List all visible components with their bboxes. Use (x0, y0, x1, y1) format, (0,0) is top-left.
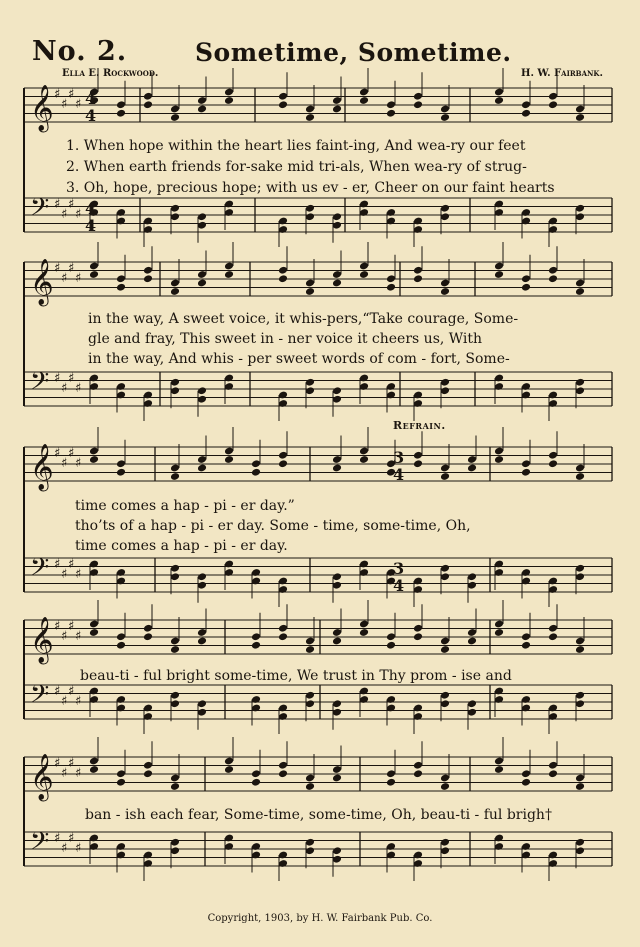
note-head (521, 109, 531, 118)
note-head (494, 628, 504, 637)
sharp-icon: ♯ (75, 694, 82, 709)
sharp-icon: ♯ (75, 841, 82, 856)
note-head (116, 641, 126, 650)
note-head (575, 287, 585, 296)
note-head (548, 632, 558, 641)
sharp-icon: ♯ (54, 831, 61, 846)
sharp-icon: ♯ (68, 831, 75, 846)
treble-clef-icon: 𝄞 (30, 85, 54, 131)
note-head (116, 283, 126, 292)
note-head (170, 287, 180, 296)
note-head (89, 765, 99, 774)
note-head (143, 274, 153, 283)
note-head (305, 113, 315, 122)
note-head (413, 100, 423, 109)
note-head (116, 468, 126, 477)
note-head (278, 459, 288, 468)
sharp-icon: ♯ (61, 766, 68, 781)
note-head (116, 109, 126, 118)
note-head (440, 645, 450, 654)
note-head (521, 283, 531, 292)
treble-clef-icon: 𝄞 (30, 617, 54, 663)
composer-credit: H. W. Fairbank. (521, 68, 603, 79)
sharp-icon: ♯ (61, 207, 68, 222)
note-head (359, 455, 369, 464)
note-head (386, 641, 396, 650)
note-head (278, 632, 288, 641)
lyric-line: 2. When earth friends for-sake mid tri-als, When wea-ry of strug- (66, 159, 527, 175)
note-head (251, 468, 261, 477)
note-head (386, 283, 396, 292)
lyric-line: in the way, And whis - per sweet words of com - fort, Some- (88, 351, 510, 367)
note-head (305, 287, 315, 296)
note-head (332, 105, 342, 114)
note-head (467, 637, 477, 646)
note-head (89, 628, 99, 637)
note-head (332, 774, 342, 783)
lyric-line: 3. Oh, hope, precious hope; with us ev - er, Cheer on our faint hearts (66, 180, 555, 196)
treble-clef-icon: 𝄞 (30, 444, 54, 490)
note-head (305, 782, 315, 791)
note-head (170, 113, 180, 122)
note-head (305, 645, 315, 654)
note-head (440, 113, 450, 122)
note-head (89, 270, 99, 279)
note-head (197, 637, 207, 646)
note-head (521, 641, 531, 650)
time-signature: 4 (85, 216, 97, 235)
note-head (332, 464, 342, 473)
time-signature: 4 (393, 465, 405, 484)
note-head (170, 645, 180, 654)
sharp-icon: ♯ (61, 97, 68, 112)
sharp-icon: ♯ (54, 619, 61, 634)
note-head (413, 632, 423, 641)
sharp-icon: ♯ (61, 456, 68, 471)
sharp-icon: ♯ (75, 271, 82, 286)
lyric-line: time comes a hap - pi - er day. (75, 538, 288, 554)
sharp-icon: ♯ (68, 446, 75, 461)
treble-clef-icon: 𝄞 (30, 259, 54, 305)
sharp-icon: ♯ (68, 87, 75, 102)
sharp-icon: ♯ (68, 756, 75, 771)
sharp-icon: ♯ (75, 456, 82, 471)
note-head (359, 96, 369, 105)
note-head (278, 769, 288, 778)
note-head (386, 109, 396, 118)
hymn-title: Sometime, Sometime. (195, 38, 512, 67)
note-head (494, 765, 504, 774)
note-head (521, 778, 531, 787)
note-head (548, 100, 558, 109)
sharp-icon: ♯ (61, 629, 68, 644)
time-signature: 3 (393, 559, 405, 578)
lyric-line: 1. When hope within the heart lies faint-ing, And wea-ry our feet (66, 138, 526, 154)
note-head (413, 459, 423, 468)
note-head (224, 765, 234, 774)
note-head (575, 782, 585, 791)
sharp-icon: ♯ (75, 381, 82, 396)
time-signature: 3 (393, 448, 405, 467)
lyric-line: in the way, A sweet voice, it whis-pers,“Take courage, Some- (88, 311, 519, 327)
lyric-line: gle and fray, This sweet in - ner voice it cheers us, With (88, 331, 483, 347)
sharp-icon: ♯ (54, 87, 61, 102)
note-head (332, 279, 342, 288)
bass-clef-icon: 𝄢 (30, 553, 50, 588)
note-head (197, 464, 207, 473)
sharp-icon: ♯ (68, 371, 75, 386)
sharp-icon: ♯ (54, 197, 61, 212)
note-head (440, 782, 450, 791)
bass-clef-icon: 𝄢 (30, 680, 50, 715)
sharp-icon: ♯ (61, 381, 68, 396)
sharp-icon: ♯ (75, 567, 82, 582)
note-head (494, 96, 504, 105)
sharp-icon: ♯ (54, 371, 61, 386)
lyricist-credit: Ella E. Rockwood. (62, 68, 159, 79)
hymn-number: No. 2. (32, 36, 128, 67)
note-head (440, 287, 450, 296)
note-head (170, 472, 180, 481)
sharp-icon: ♯ (61, 271, 68, 286)
bass-clef-icon: 𝄢 (30, 193, 50, 228)
note-head (467, 464, 477, 473)
note-head (251, 778, 261, 787)
sharp-icon: ♯ (68, 197, 75, 212)
note-head (521, 468, 531, 477)
note-head (143, 100, 153, 109)
note-head (494, 455, 504, 464)
sharp-icon: ♯ (54, 557, 61, 572)
note-head (251, 641, 261, 650)
note-head (224, 455, 234, 464)
sharp-icon: ♯ (54, 446, 61, 461)
time-signature: 4 (85, 89, 97, 108)
time-signature: 4 (85, 199, 97, 218)
sharp-icon: ♯ (68, 261, 75, 276)
treble-clef-icon: 𝄞 (30, 754, 54, 800)
sharp-icon: ♯ (75, 207, 82, 222)
note-head (575, 645, 585, 654)
note-head (143, 769, 153, 778)
sharp-icon: ♯ (61, 694, 68, 709)
lyric-line: ban - ish each fear, Some-time, some-time, Oh, beau-ti - ful brigh† (85, 807, 552, 823)
copyright-notice: Copyright, 1903, by H. W. Fairbank Pub. Co. (207, 913, 433, 924)
time-signature: 4 (85, 106, 97, 125)
lyric-line: tho’ts of a hap - pi - er day. Some - time, some-time, Oh, (75, 518, 471, 534)
time-signature: 4 (393, 576, 405, 595)
sharp-icon: ♯ (54, 684, 61, 699)
note-head (440, 472, 450, 481)
note-head (143, 632, 153, 641)
note-head (224, 270, 234, 279)
note-head (278, 274, 288, 283)
note-head (197, 279, 207, 288)
note-head (548, 769, 558, 778)
sharp-icon: ♯ (54, 756, 61, 771)
sharp-icon: ♯ (68, 557, 75, 572)
sharp-icon: ♯ (61, 567, 68, 582)
note-head (413, 274, 423, 283)
note-head (413, 769, 423, 778)
bass-clef-icon: 𝄢 (30, 367, 50, 402)
note-head (278, 100, 288, 109)
note-head (116, 778, 126, 787)
sharp-icon: ♯ (75, 629, 82, 644)
bass-clef-icon: 𝄢 (30, 827, 50, 862)
lyric-line: time comes a hap - pi - er day.” (75, 498, 295, 514)
sharp-icon: ♯ (61, 841, 68, 856)
sharp-icon: ♯ (68, 619, 75, 634)
note-head (332, 637, 342, 646)
sharp-icon: ♯ (75, 766, 82, 781)
note-head (575, 113, 585, 122)
sharp-icon: ♯ (68, 684, 75, 699)
lyric-line: beau-ti - ful bright some-time, We trust in Thy prom - ise and (80, 668, 512, 684)
note-head (224, 96, 234, 105)
note-head (548, 459, 558, 468)
note-head (359, 628, 369, 637)
refrain-label: Refrain. (393, 419, 446, 432)
note-head (170, 782, 180, 791)
note-head (494, 270, 504, 279)
note-head (359, 270, 369, 279)
note-head (386, 778, 396, 787)
note-head (89, 455, 99, 464)
note-head (575, 472, 585, 481)
note-head (197, 105, 207, 114)
note-head (548, 274, 558, 283)
sharp-icon: ♯ (75, 97, 82, 112)
sharp-icon: ♯ (54, 261, 61, 276)
